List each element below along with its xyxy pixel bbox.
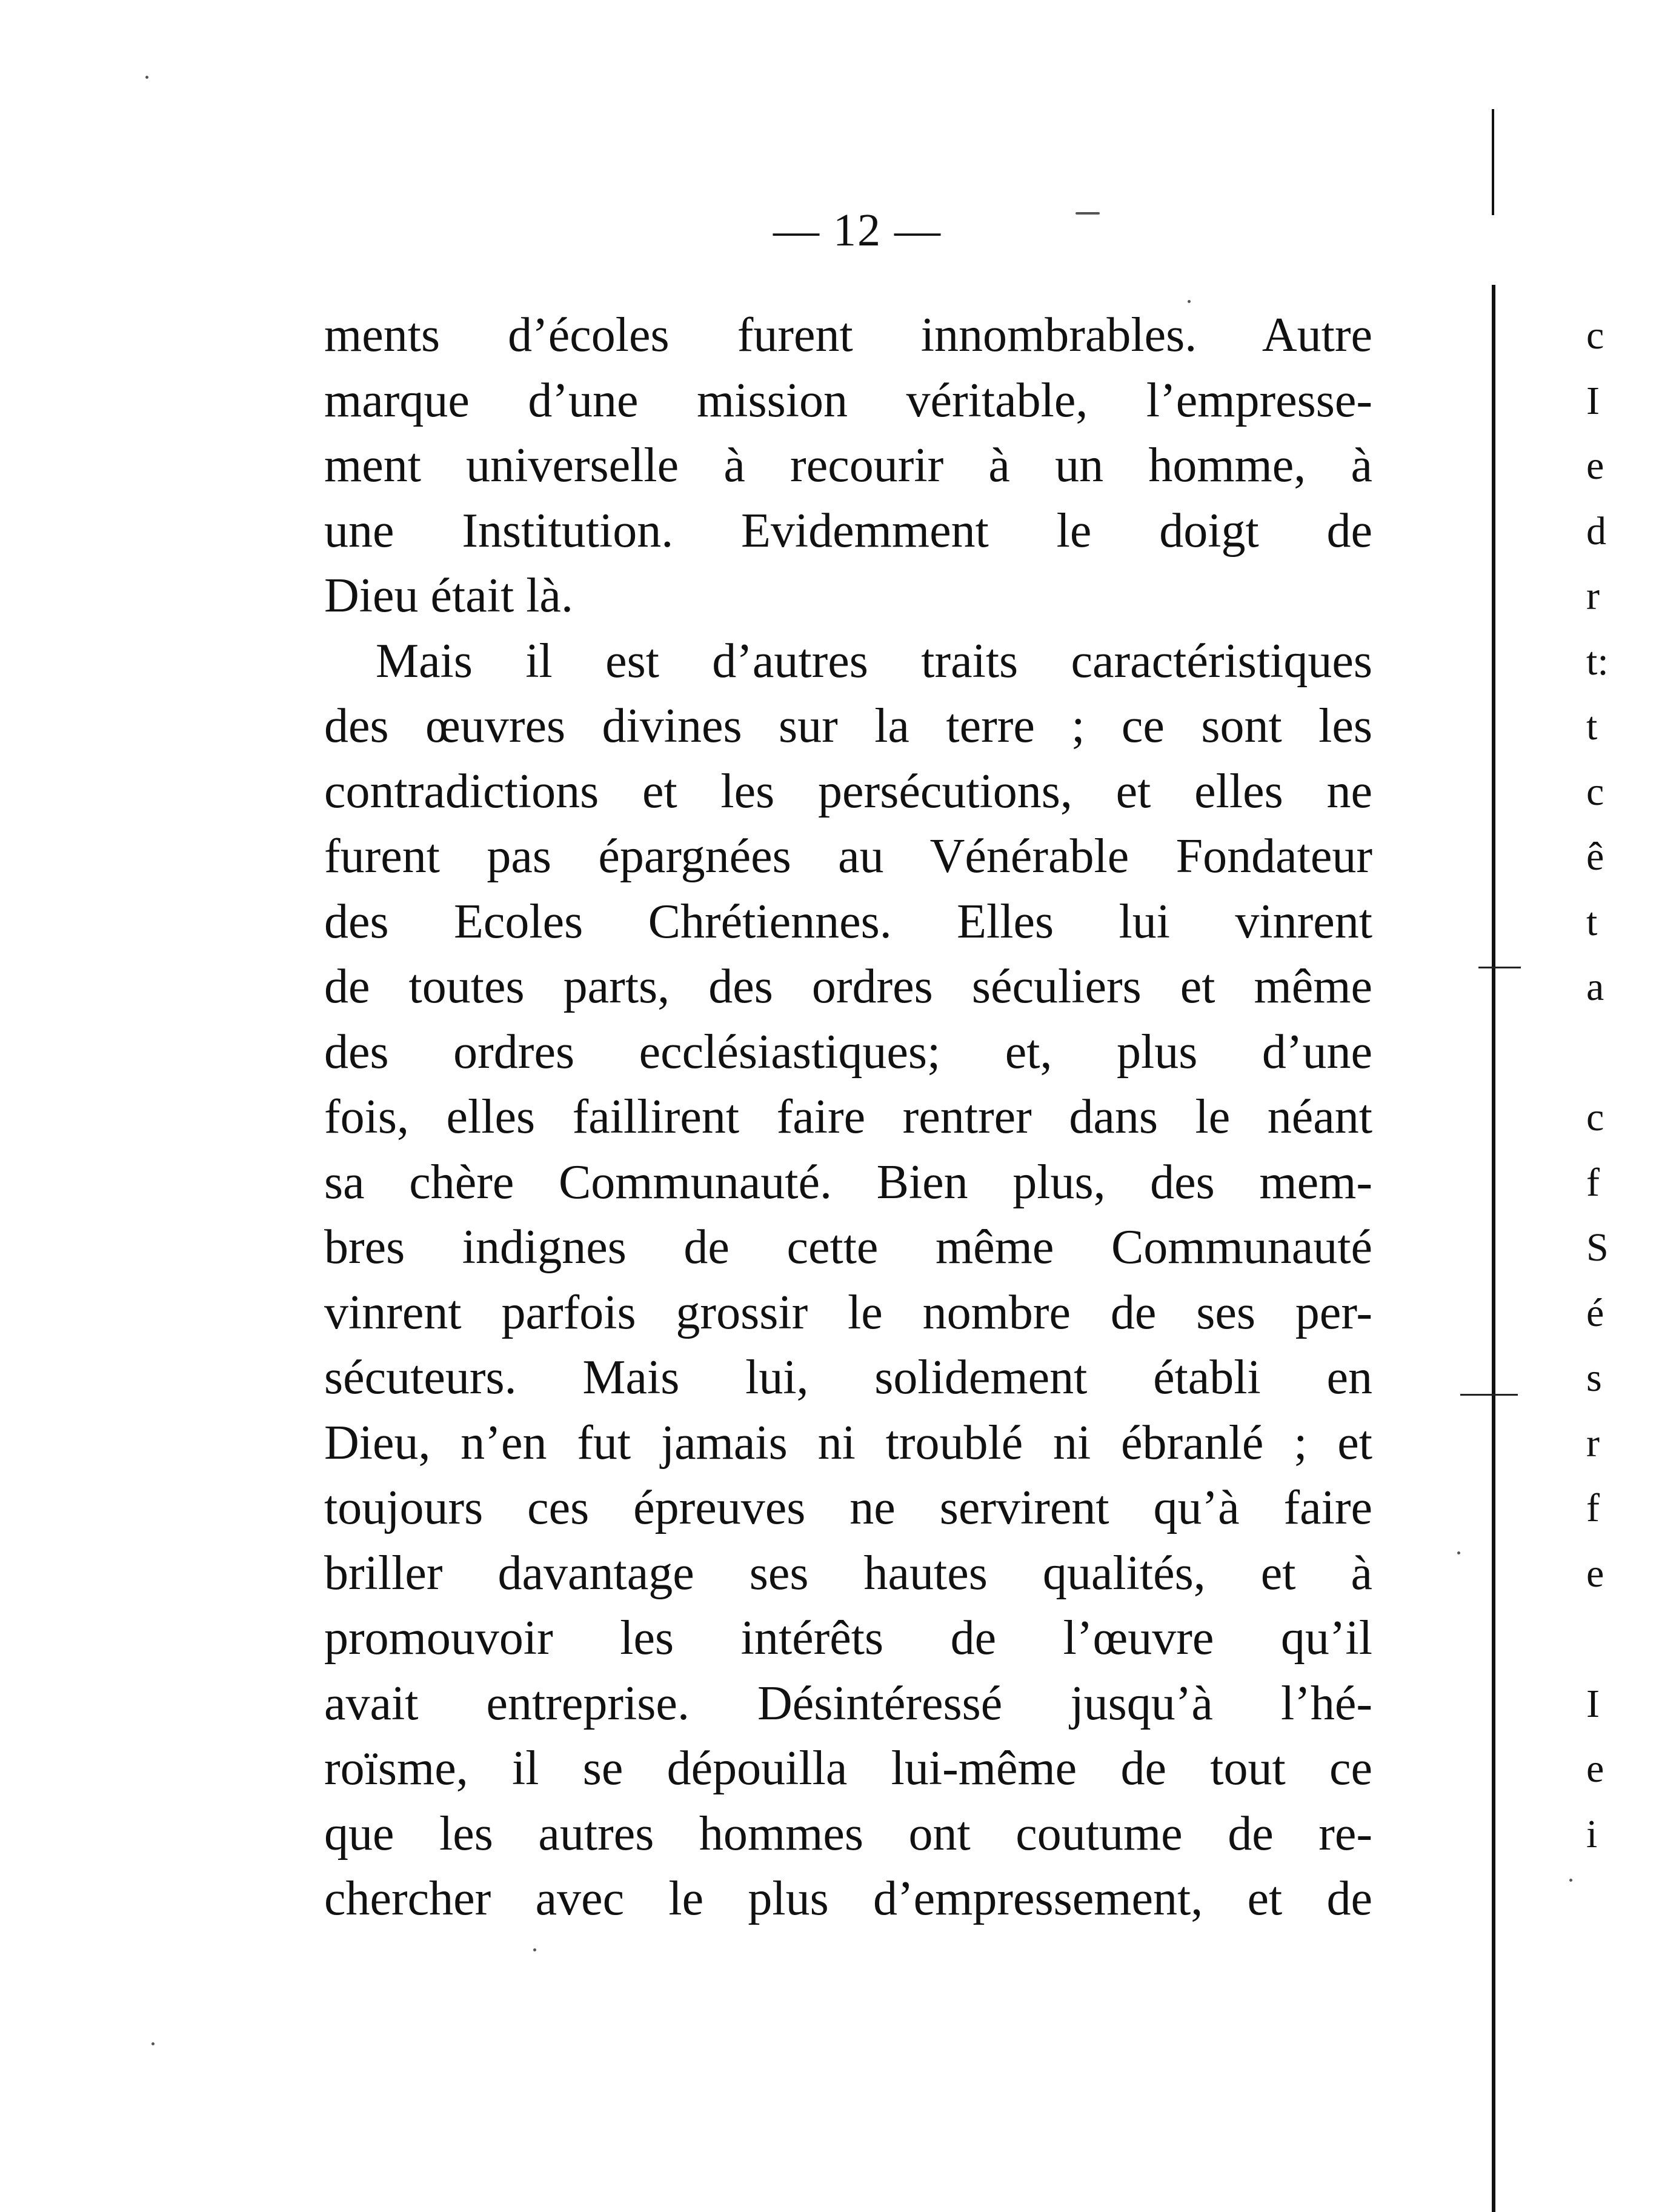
text-line: fois, elles faillirent faire rentrer dans le néant bbox=[324, 1090, 1372, 1144]
text-line: toujours ces épreuves ne servirent qu’à faire bbox=[324, 1481, 1372, 1534]
edge-letter bbox=[1586, 1020, 1659, 1085]
text-line: Dieu était là. bbox=[324, 569, 573, 622]
edge-letter: f bbox=[1586, 1486, 1600, 1530]
ink-speck bbox=[151, 2042, 155, 2045]
ink-speck bbox=[1076, 212, 1100, 215]
edge-letter bbox=[1586, 1606, 1659, 1671]
ink-speck bbox=[1457, 1551, 1460, 1554]
text-line: chercher avec le plus d’empressement, et de bbox=[324, 1872, 1372, 1925]
edge-letter: é bbox=[1586, 1290, 1604, 1335]
text-line: sa chère Communauté. Bien plus, des mem- bbox=[324, 1155, 1372, 1209]
ink-speck bbox=[1188, 300, 1191, 303]
edge-letter: a bbox=[1586, 965, 1604, 1009]
edge-letter: t bbox=[1586, 704, 1598, 748]
gutter-notch bbox=[1478, 967, 1521, 968]
body-text bbox=[324, 303, 1372, 1932]
text-line: contradictions et les persécutions, et elles ne bbox=[324, 764, 1372, 818]
text-line: briller davantage ses hautes qualités, et à bbox=[324, 1546, 1372, 1600]
edge-letter: d bbox=[1586, 508, 1606, 553]
next-page-edge bbox=[1586, 303, 1659, 1867]
edge-letter: r bbox=[1586, 1421, 1600, 1465]
text-line: des Ecoles Chrétiennes. Elles lui vinrent bbox=[324, 894, 1372, 948]
text-line: Mais il est d’autres traits caractéristiques bbox=[376, 634, 1372, 688]
text-line: que les autres hommes ont coutume de re- bbox=[324, 1807, 1372, 1861]
edge-letter: t: bbox=[1586, 639, 1609, 684]
edge-letter: c bbox=[1586, 769, 1604, 814]
edge-letter: f bbox=[1586, 1160, 1600, 1205]
text-line: une Institution. Evidemment le doigt de bbox=[324, 504, 1372, 558]
text-line: des œuvres divines sur la terre ; ce sont les bbox=[324, 699, 1372, 753]
text-line: marque d’une mission véritable, l’empresse- bbox=[324, 373, 1372, 427]
text-line: promouvoir les intérêts de l’œuvre qu’il bbox=[324, 1611, 1372, 1665]
page-number: — 12 — bbox=[773, 205, 942, 256]
gutter-rule bbox=[1492, 285, 1495, 2212]
edge-letter: e bbox=[1586, 1551, 1604, 1596]
edge-letter: r bbox=[1586, 574, 1600, 618]
edge-letter: c bbox=[1586, 313, 1604, 358]
edge-letter: e bbox=[1586, 1747, 1604, 1791]
text-line: ments d’écoles furent innombrables. Autre bbox=[324, 308, 1372, 362]
gutter-notch bbox=[1460, 1394, 1518, 1396]
text-line: ment universelle à recourir à un homme, à bbox=[324, 439, 1372, 492]
text-line: vinrent parfois grossir le nombre de ses per- bbox=[324, 1285, 1372, 1339]
text-line: Dieu, n’en fut jamais ni troublé ni ébranlé ; et bbox=[324, 1416, 1372, 1470]
text-line: bres indignes de cette même Communauté bbox=[324, 1221, 1372, 1274]
text-line: furent pas épargnées au Vénérable Fondateur bbox=[324, 830, 1372, 883]
ink-speck bbox=[145, 76, 148, 79]
ink-speck bbox=[533, 1948, 536, 1951]
ink-speck bbox=[1569, 1879, 1572, 1882]
edge-letter: t bbox=[1586, 899, 1598, 944]
text-line: sécuteurs. Mais lui, solidement établi en bbox=[324, 1351, 1372, 1404]
edge-letter: S bbox=[1586, 1225, 1609, 1270]
edge-letter: i bbox=[1586, 1811, 1598, 1856]
text-line: avait entreprise. Désintéressé jusqu’à l’hé- bbox=[324, 1676, 1372, 1730]
edge-letter: ê bbox=[1586, 834, 1604, 879]
text-line: de toutes parts, des ordres séculiers et même bbox=[324, 960, 1372, 1013]
edge-letter: e bbox=[1586, 444, 1604, 488]
edge-letter: I bbox=[1586, 378, 1600, 423]
text-line: des ordres ecclésiastiques; et, plus d’une bbox=[324, 1025, 1372, 1079]
text-line: roïsme, il se dépouilla lui-même de tout ce bbox=[324, 1742, 1372, 1795]
edge-letter: s bbox=[1586, 1356, 1602, 1400]
edge-letter: c bbox=[1586, 1095, 1604, 1139]
gutter-rule-top bbox=[1492, 109, 1494, 215]
edge-letter: I bbox=[1586, 1681, 1600, 1726]
